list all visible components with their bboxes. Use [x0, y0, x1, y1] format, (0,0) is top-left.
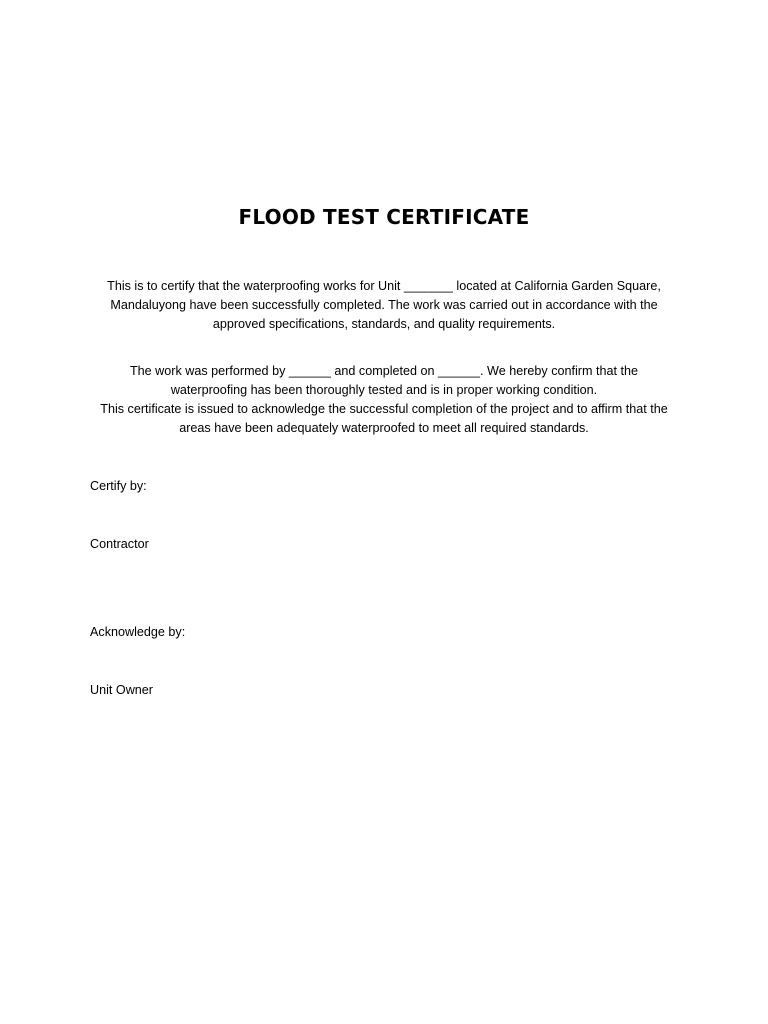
- paragraph-line: approved specifications, standards, and quality requirements.: [212, 317, 556, 331]
- paragraph-line: waterproofing has been thoroughly tested and is in proper working condition.: [170, 383, 598, 397]
- contractor-label: Contractor: [90, 537, 149, 551]
- paragraph-line: Mandaluyong have been successfully completed. The work was carried out in accordance with the: [110, 298, 658, 312]
- certification-paragraph: [90, 277, 678, 334]
- paragraph-line: The work was performed by ______ and completed on ______. We hereby confirm that the: [129, 364, 638, 378]
- paragraph-line: areas have been adequately waterproofed to meet all required standards.: [179, 421, 589, 435]
- unit-owner-label: Unit Owner: [90, 683, 153, 697]
- paragraph-line: This certificate is issued to acknowledge the successful completion of the project and to affirm that the: [100, 402, 668, 416]
- confirmation-paragraph: [90, 362, 678, 438]
- acknowledge-by-label: Acknowledge by:: [90, 625, 186, 639]
- certify-by-label: Certify by:: [90, 479, 147, 493]
- paragraph-line: This is to certify that the waterproofing works for Unit _______ located at California Garden Square,: [107, 279, 661, 293]
- certificate-title: FLOOD TEST CERTIFICATE: [238, 205, 530, 229]
